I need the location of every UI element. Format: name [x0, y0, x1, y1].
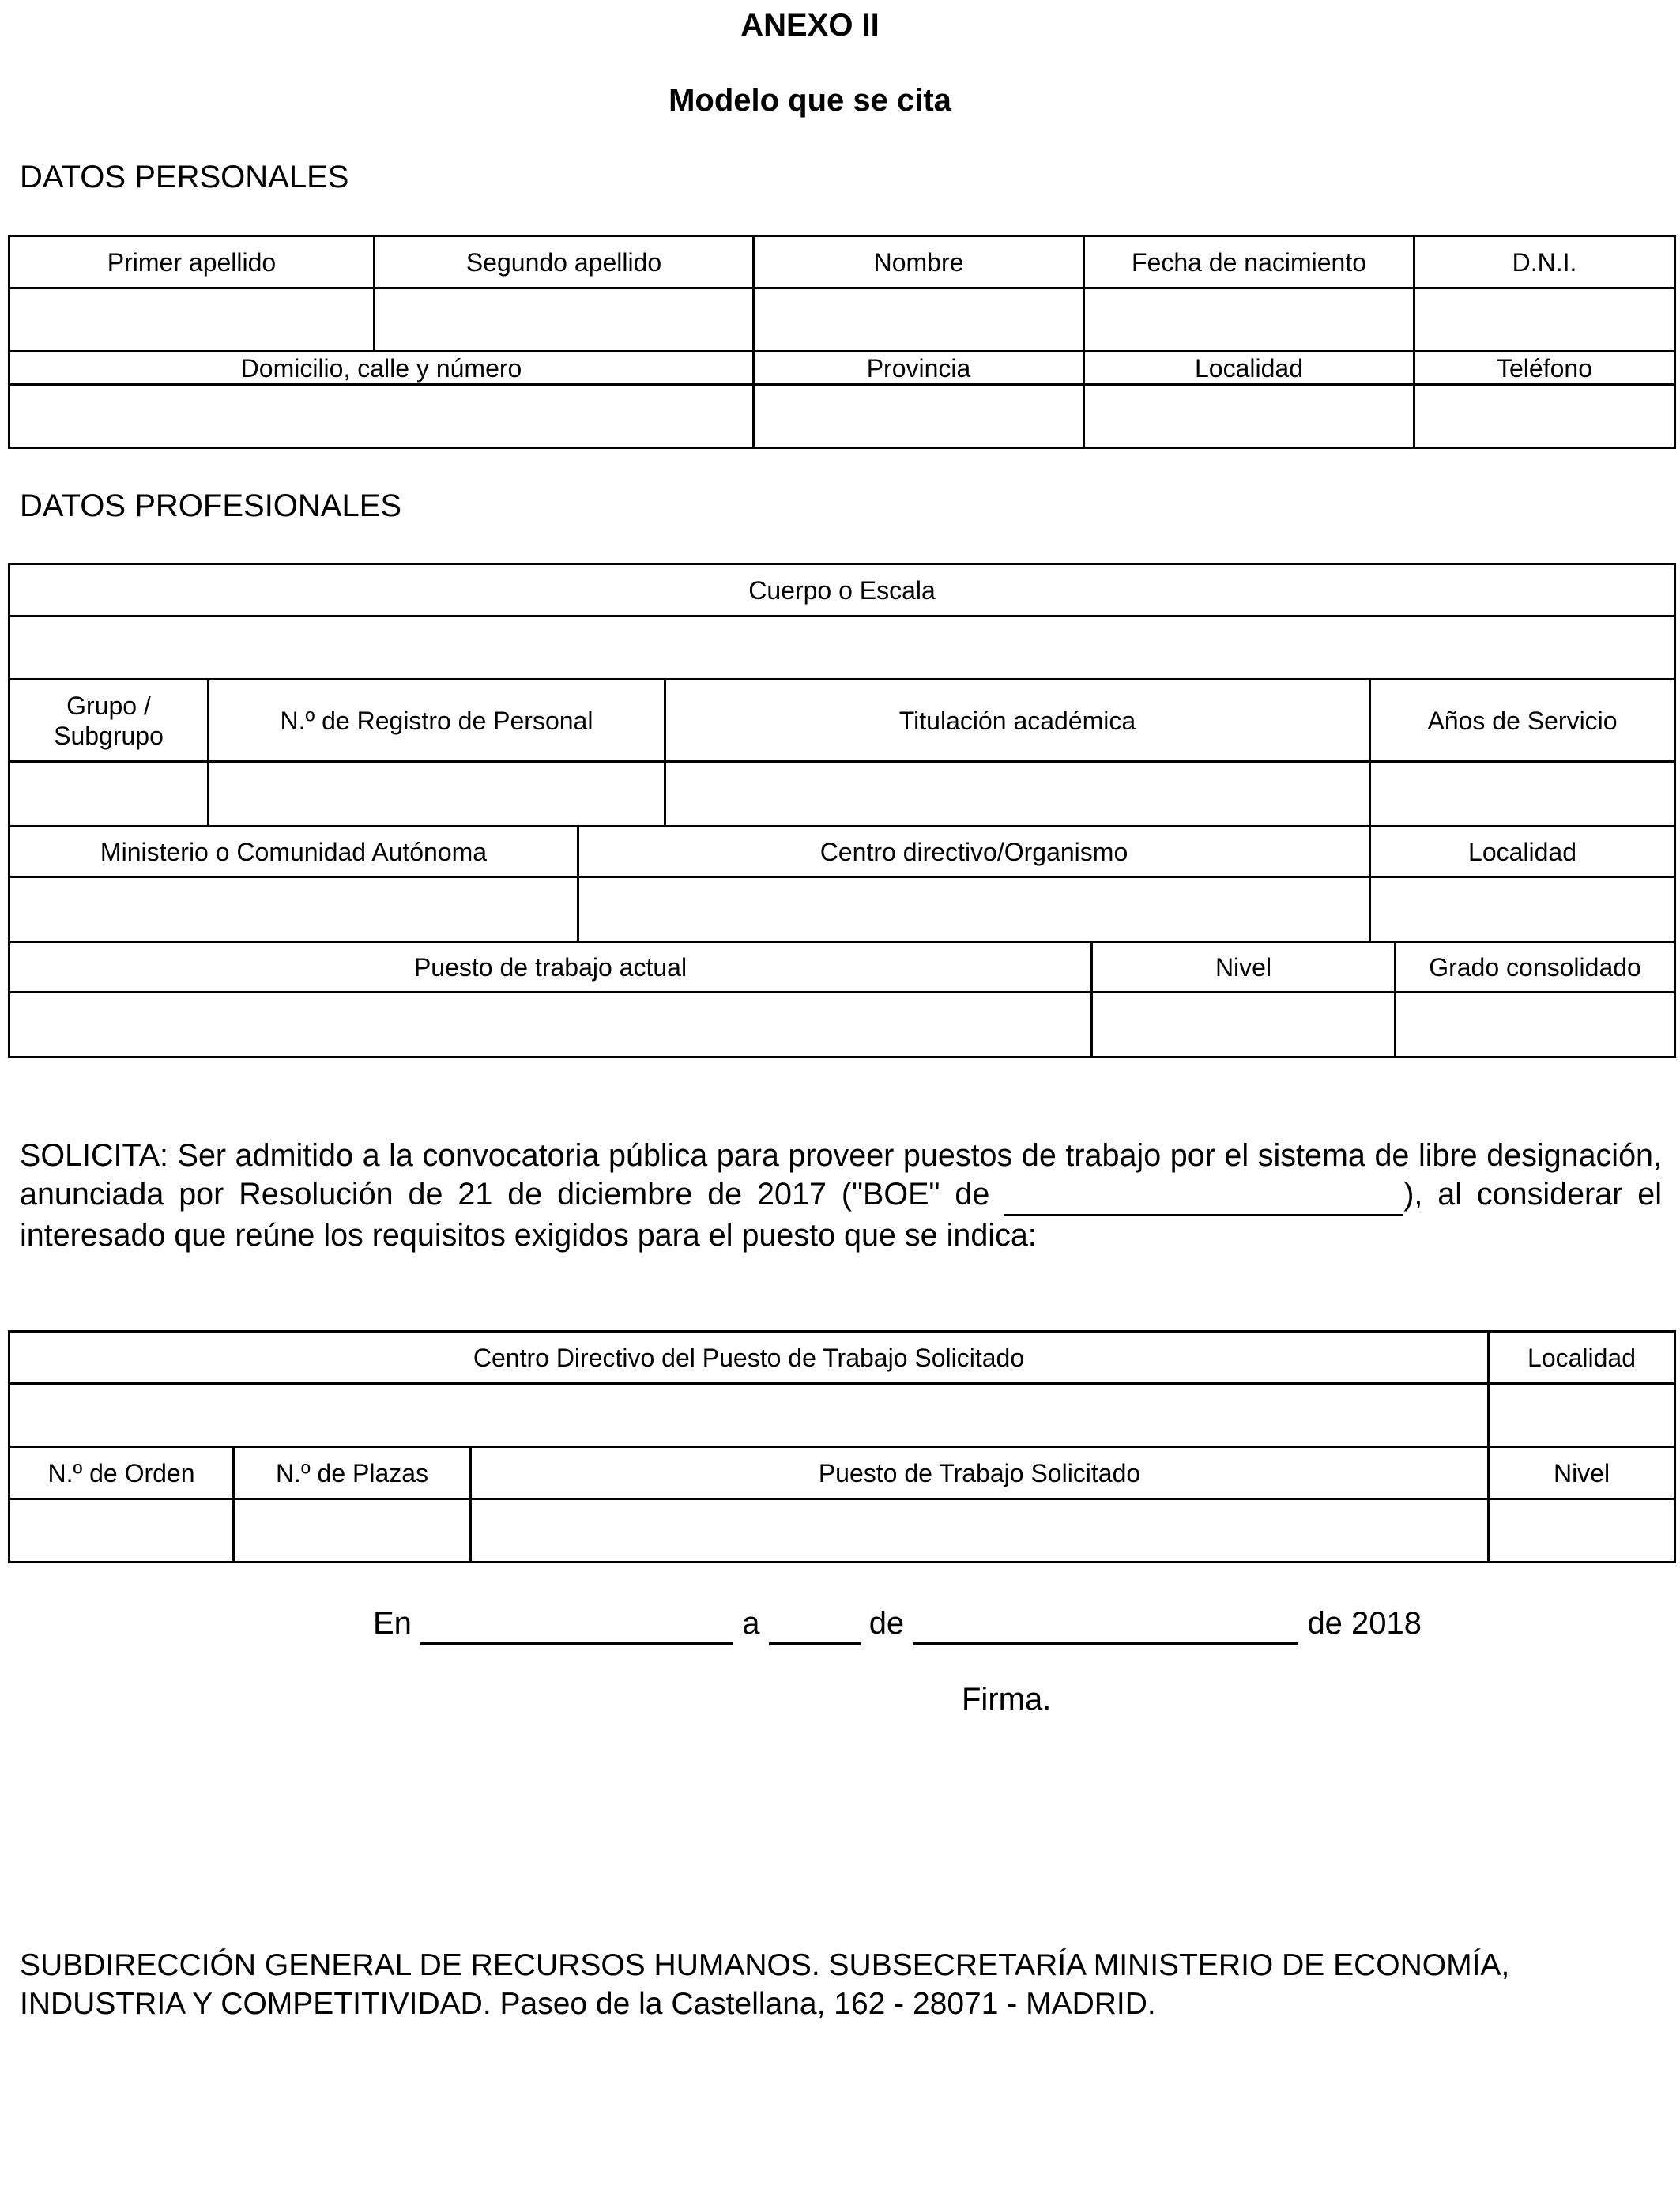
annex-subtitle: Modelo que se cita — [669, 83, 951, 118]
solicita-text-part1: SOLICITA: Ser admitido a la convocatoria pública para proveer puestos de trabajo por el sistema de libre designación, anunciada por Resolución de 21 de diciembre de 2017 ("BOE" de — [20, 1138, 1662, 1212]
field-puesto-solicitado[interactable] — [471, 1499, 1489, 1563]
footer-address: SUBDIRECCIÓN GENERAL DE RECURSOS HUMANOS. SUBSECRETARÍA MINISTERIO DE ECONOMÍA, INDUSTRIA Y COMPETITIVIDAD. Paseo de la Castellana, 162 - 28071 - MADRID. — [20, 1948, 1510, 2021]
label-centro-directivo: Centro directivo/Organismo — [578, 827, 1370, 877]
professional-data-heading: DATOS PROFESIONALES — [20, 488, 402, 523]
label-fecha-nacimiento: Fecha de nacimiento — [1084, 236, 1414, 288]
date-line — [373, 1604, 1422, 1645]
label-localidad-solicitada: Localidad — [1489, 1332, 1675, 1384]
label-titulacion: Titulación académica — [665, 680, 1370, 762]
requested-position-table — [8, 1330, 1676, 1563]
month-blank[interactable] — [913, 1604, 1298, 1645]
label-cuerpo-escala: Cuerpo o Escala — [9, 564, 1675, 616]
field-nombre[interactable] — [754, 288, 1084, 352]
field-cuerpo-escala[interactable] — [9, 616, 1675, 680]
label-registro-personal: N.º de Registro de Personal — [209, 680, 665, 762]
day-blank[interactable] — [769, 1604, 861, 1645]
field-nivel-solicitado[interactable] — [1489, 1499, 1675, 1563]
label-anos-servicio: Años de Servicio — [1370, 680, 1675, 762]
field-grado-consolidado[interactable] — [1396, 993, 1675, 1057]
field-ministerio[interactable] — [9, 877, 578, 942]
label-grupo-subgrupo: Grupo / Subgrupo — [9, 680, 209, 762]
field-localidad-solicitada[interactable] — [1489, 1384, 1675, 1447]
label-ministerio: Ministerio o Comunidad Autónoma — [9, 827, 578, 877]
signature-label: Firma. — [962, 1682, 1052, 1717]
field-numero-plazas[interactable] — [234, 1499, 471, 1563]
date-year-label: de 2018 — [1307, 1606, 1422, 1641]
label-dni: D.N.I. — [1414, 236, 1675, 288]
label-numero-orden: N.º de Orden — [9, 1447, 234, 1499]
field-primer-apellido[interactable] — [9, 288, 375, 352]
label-nombre: Nombre — [754, 236, 1084, 288]
label-segundo-apellido: Segundo apellido — [375, 236, 754, 288]
field-localidad[interactable] — [1084, 385, 1414, 448]
field-telefono[interactable] — [1414, 385, 1675, 448]
label-puesto-actual: Puesto de trabajo actual — [9, 942, 1092, 993]
field-grupo-subgrupo[interactable] — [9, 762, 209, 827]
field-dni[interactable] — [1414, 288, 1675, 352]
field-centro-directivo[interactable] — [578, 877, 1370, 942]
field-nivel[interactable] — [1092, 993, 1396, 1057]
field-registro-personal[interactable] — [209, 762, 665, 827]
label-provincia: Provincia — [754, 352, 1084, 385]
solicita-paragraph — [20, 1137, 1662, 1255]
place-blank[interactable] — [420, 1604, 733, 1645]
label-localidad: Localidad — [1084, 352, 1414, 385]
label-localidad-profesional: Localidad — [1370, 827, 1675, 877]
annex-title: ANEXO II — [740, 8, 880, 43]
professional-data-table — [8, 563, 1676, 1058]
field-puesto-actual[interactable] — [9, 993, 1092, 1057]
field-anos-servicio[interactable] — [1370, 762, 1675, 827]
field-localidad-profesional[interactable] — [1370, 877, 1675, 942]
field-centro-solicitado[interactable] — [9, 1384, 1489, 1447]
boe-date-blank[interactable] — [1004, 1175, 1403, 1216]
field-segundo-apellido[interactable] — [375, 288, 754, 352]
field-numero-orden[interactable] — [9, 1499, 234, 1563]
date-a-label: a — [742, 1606, 760, 1641]
label-puesto-solicitado: Puesto de Trabajo Solicitado — [471, 1447, 1489, 1499]
field-provincia[interactable] — [754, 385, 1084, 448]
label-numero-plazas: N.º de Plazas — [234, 1447, 471, 1499]
personal-data-table — [8, 235, 1676, 449]
label-telefono: Teléfono — [1414, 352, 1675, 385]
field-titulacion[interactable] — [665, 762, 1370, 827]
label-primer-apellido: Primer apellido — [9, 236, 375, 288]
date-de-label: de — [868, 1606, 905, 1641]
field-domicilio[interactable] — [9, 385, 754, 448]
solicita-text-part2: ), al considerar el interesado que reúne los requisitos exigidos para el puesto que se indica: — [20, 1177, 1662, 1253]
personal-data-heading: DATOS PERSONALES — [20, 160, 349, 194]
label-grado-consolidado: Grado consolidado — [1396, 942, 1675, 993]
date-en-label: En — [373, 1606, 412, 1641]
label-nivel-solicitado: Nivel — [1489, 1447, 1675, 1499]
label-centro-solicitado: Centro Directivo del Puesto de Trabajo Solicitado — [9, 1332, 1489, 1384]
label-domicilio: Domicilio, calle y número — [9, 352, 754, 385]
field-fecha-nacimiento[interactable] — [1084, 288, 1414, 352]
label-nivel: Nivel — [1092, 942, 1396, 993]
